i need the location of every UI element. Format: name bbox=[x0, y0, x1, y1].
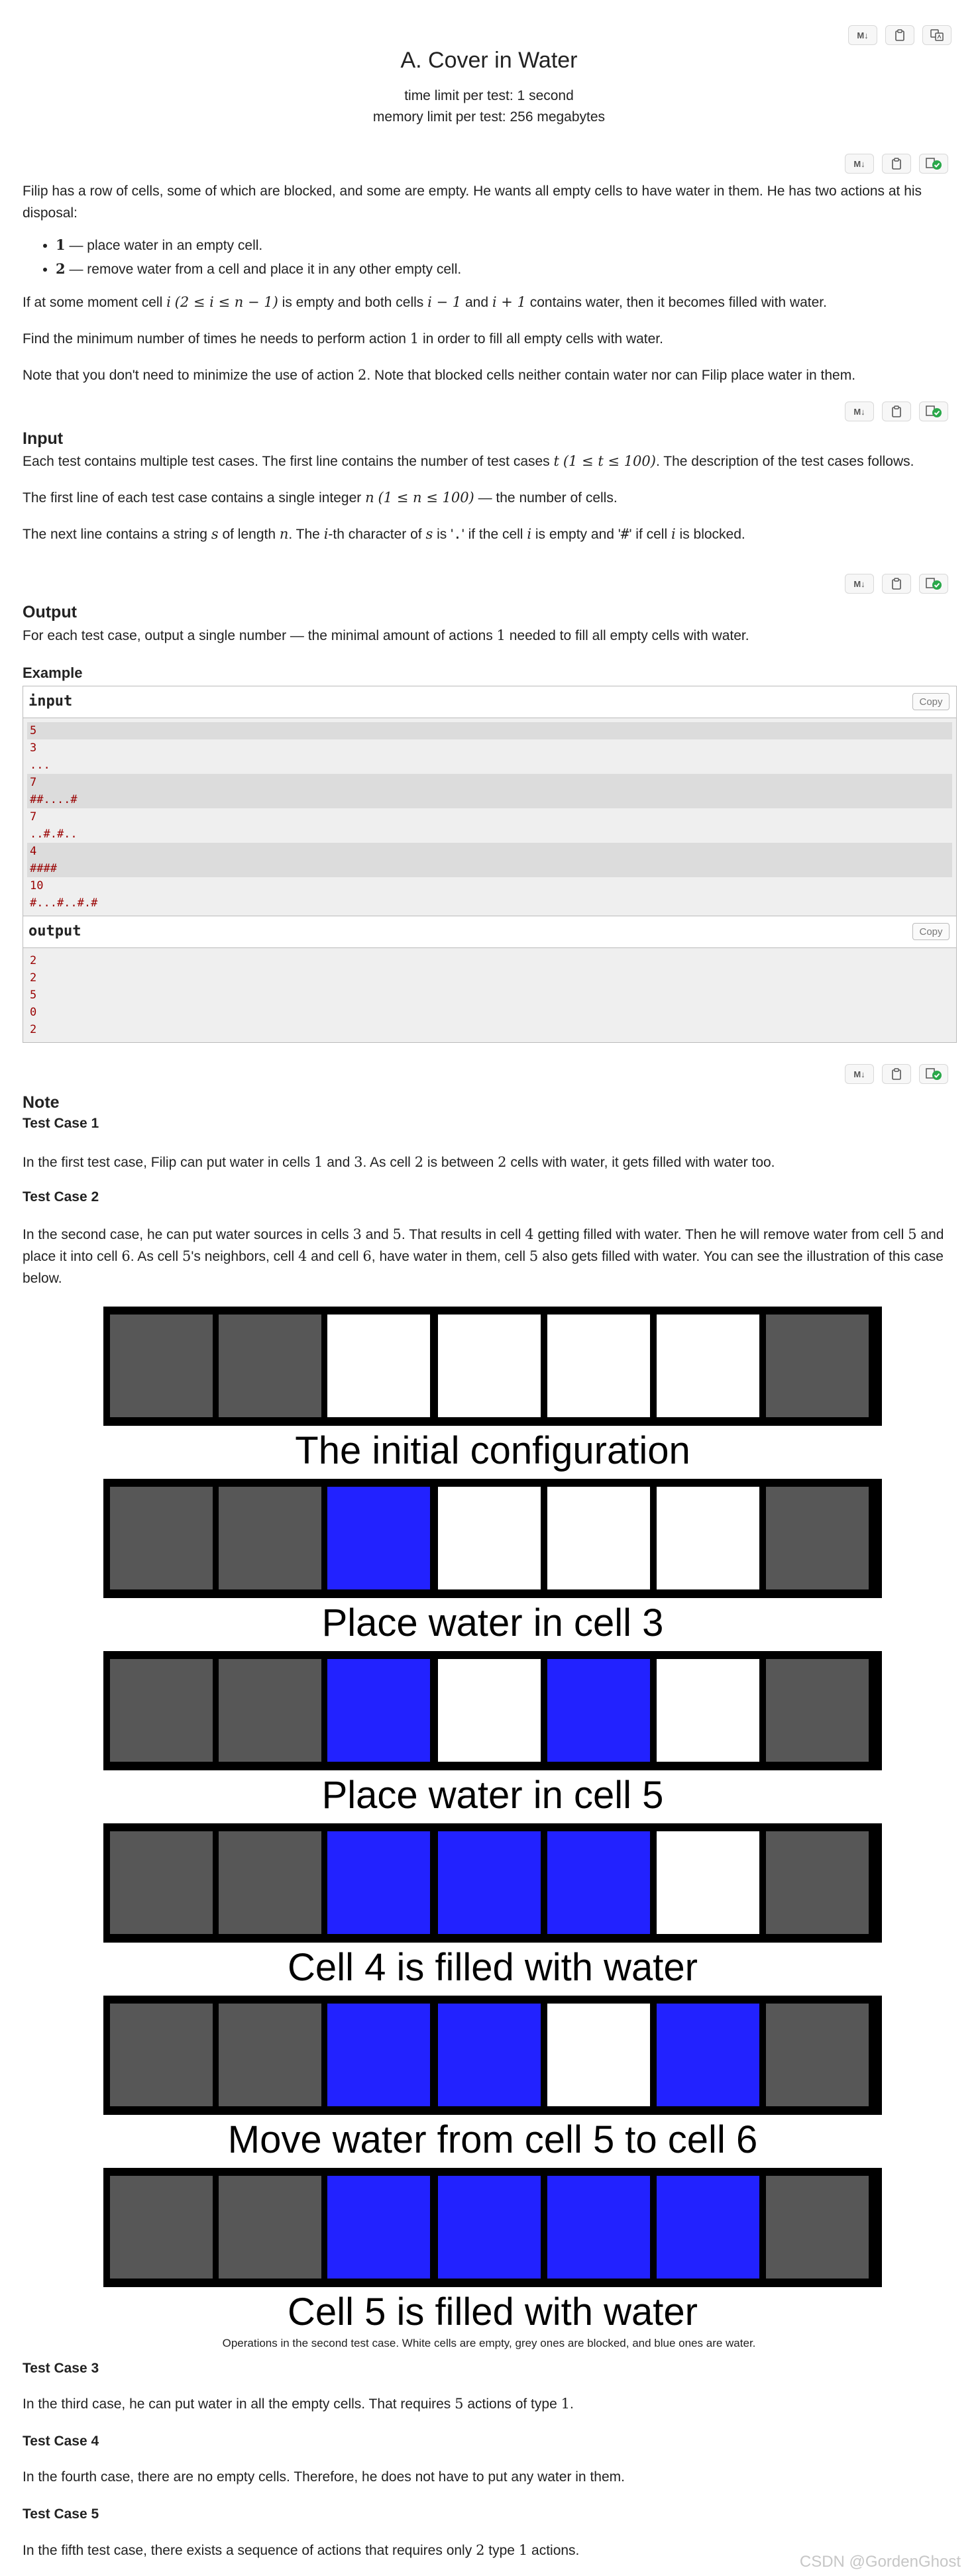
input-p2: The first line of each test case contains a single integer n (1 ≤ n ≤ 100) — the number of cells. bbox=[23, 490, 618, 506]
intro-paragraph: Filip has a row of cells, some of which are blocked, and some are empty. He wants all empty cells to have water in them. He has two actions at his disposal: bbox=[23, 184, 922, 221]
cell-blocked bbox=[110, 1659, 213, 1762]
illustration-caption: Place water in cell 5 bbox=[321, 1774, 664, 1817]
input-line: 10 bbox=[30, 879, 44, 892]
tc2-text: In the second case, he can put water sources in cells 3 and 5. That results in cell 4 getting filled with water. Then he will remove water from cell 5 and place it into cell 6. As cell 5's neighbors, cell 4 and cell 6, have water in them, cell 5 also gets filled with water. You can see the illustration of this case below. bbox=[23, 1226, 944, 1286]
cell-blocked bbox=[766, 1659, 869, 1762]
cell-blocked bbox=[766, 1487, 869, 1589]
tc5-title: Test Case 5 bbox=[23, 2506, 99, 2522]
illustration-caption: Cell 5 is filled with water bbox=[288, 2290, 698, 2334]
cell-water bbox=[657, 2176, 759, 2279]
illustration-row bbox=[103, 1307, 882, 1426]
cell-water bbox=[547, 1831, 650, 1934]
cell-blocked bbox=[110, 1315, 213, 1417]
cell-water bbox=[438, 2004, 541, 2106]
tc2-title: Test Case 2 bbox=[23, 1189, 99, 1205]
cell-empty bbox=[438, 1315, 541, 1417]
illustration-row bbox=[103, 2168, 882, 2287]
input-line: ... bbox=[30, 759, 50, 772]
tc1-text: In the first test case, Filip can put water in cells 1 and 3. As cell 2 is between 2 cells with water, it gets filled with water too. bbox=[23, 1154, 775, 1170]
output-line: 2 bbox=[30, 954, 37, 967]
cell-blocked bbox=[766, 2004, 869, 2106]
illustration-caption: Move water from cell 5 to cell 6 bbox=[227, 2118, 758, 2161]
illustration-row bbox=[103, 1479, 882, 1598]
statement bbox=[23, 180, 950, 386]
cell-blocked bbox=[110, 2004, 213, 2106]
illustration-row bbox=[103, 1651, 882, 1770]
tc4-title: Test Case 4 bbox=[23, 2434, 99, 2449]
cell-empty bbox=[657, 1659, 759, 1762]
clipboard-icon[interactable] bbox=[885, 25, 914, 45]
clipboard-icon[interactable] bbox=[882, 574, 911, 594]
input-line: 5 bbox=[27, 722, 952, 739]
cell-blocked bbox=[219, 2176, 321, 2279]
cell-empty bbox=[657, 1315, 759, 1417]
note-paragraph: Note that you don't need to minimize the use of action 2. Note that blocked cells neither contain water nor can Filip place water in them. bbox=[23, 367, 856, 383]
cell-empty bbox=[547, 1315, 650, 1417]
cell-water bbox=[327, 1659, 430, 1762]
output-line: 5 bbox=[30, 989, 37, 1002]
tc3-title: Test Case 3 bbox=[23, 2361, 99, 2376]
memory-limit: memory limit per test: 256 megabytes bbox=[372, 109, 606, 125]
input-line: 4 bbox=[27, 843, 952, 860]
illustration-caption: Cell 4 is filled with water bbox=[288, 1946, 698, 1989]
clipboard-icon[interactable] bbox=[882, 402, 911, 421]
tc4-text: In the fourth case, there are no empty cells. Therefore, he does not have to put any water in them. bbox=[23, 2469, 625, 2485]
cell-water bbox=[327, 2176, 430, 2279]
input-heading: Input bbox=[23, 429, 64, 448]
output-line: 2 bbox=[30, 971, 37, 985]
input-line: ##....# bbox=[27, 791, 952, 808]
copied-check-icon[interactable] bbox=[919, 1064, 948, 1084]
sample-input-header bbox=[23, 686, 956, 718]
cell-water bbox=[438, 2176, 541, 2279]
cell-empty bbox=[657, 1831, 759, 1934]
figure-caption: Operations in the second test case. White cells are empty, grey ones are blocked, and blue ones are water. bbox=[222, 2337, 756, 2349]
copy-input-button[interactable]: Copy bbox=[912, 693, 950, 710]
cell-empty bbox=[547, 2004, 650, 2106]
input-section bbox=[23, 451, 950, 545]
illustration-caption: The initial configuration bbox=[295, 1429, 690, 1472]
input-p1: Each test contains multiple test cases. The first line contains the number of test cases t (1 ≤ t ≤ 100). The description of the test cases follows. bbox=[23, 453, 914, 469]
goal-paragraph: Find the minimum number of times he needs to perform action 1 in order to fill all empty cells with water. bbox=[23, 331, 663, 347]
illustration-row bbox=[103, 1996, 882, 2115]
output-section: For each test case, output a single number — the minimal amount of actions 1 needed to fill all empty cells with water. bbox=[23, 627, 749, 643]
cell-blocked bbox=[766, 2176, 869, 2279]
cell-blocked bbox=[766, 1831, 869, 1934]
input-line: #...#..#.# bbox=[30, 896, 98, 910]
markdown-label: M↓ bbox=[857, 30, 869, 40]
tc1-title: Test Case 1 bbox=[23, 1116, 99, 1131]
sample-input bbox=[23, 686, 957, 916]
cell-water bbox=[327, 1487, 430, 1589]
watermark-credit: CSDN @GordenGhost bbox=[799, 2553, 961, 2571]
action-list bbox=[23, 233, 950, 281]
input-line: ..#.#.. bbox=[30, 828, 78, 841]
cell-empty bbox=[547, 1487, 650, 1589]
input-line: #### bbox=[27, 860, 952, 877]
rule-paragraph: If at some moment cell i (2 ≤ i ≤ n − 1) is empty and both cells i − 1 and i + 1 contains water, then it becomes filled with water. bbox=[23, 294, 827, 310]
action-1: • 1 — place water in an empty cell. bbox=[56, 233, 950, 257]
illustration-row bbox=[103, 1823, 882, 1943]
problem-title: A. Cover in Water bbox=[400, 48, 578, 73]
sample-output-body bbox=[23, 948, 956, 1042]
sample-output-title: output bbox=[28, 923, 82, 939]
input-p3: The next line contains a string s of length n. The i-th character of s is '.' if the cell i is empty and '#' if cell i is blocked. bbox=[23, 526, 745, 542]
cell-water bbox=[547, 2176, 650, 2279]
input-line: 3 bbox=[30, 741, 37, 755]
example-heading: Example bbox=[23, 665, 83, 681]
cell-water bbox=[327, 1831, 430, 1934]
cell-water bbox=[438, 1831, 541, 1934]
copied-check-icon[interactable] bbox=[919, 402, 948, 421]
output-heading: Output bbox=[23, 603, 77, 621]
cell-water bbox=[657, 2004, 759, 2106]
note-heading: Note bbox=[23, 1093, 60, 1112]
cell-blocked bbox=[110, 1831, 213, 1934]
cell-blocked bbox=[110, 1487, 213, 1589]
cell-blocked bbox=[219, 1487, 321, 1589]
markdown-icon[interactable]: M↓ bbox=[845, 402, 874, 421]
cell-empty bbox=[327, 1315, 430, 1417]
sample-input-body bbox=[23, 718, 956, 916]
clipboard-icon[interactable] bbox=[882, 1064, 911, 1084]
cell-water bbox=[547, 1659, 650, 1762]
cell-water bbox=[327, 2004, 430, 2106]
copied-check-icon[interactable] bbox=[919, 154, 948, 174]
translate-icon[interactable] bbox=[922, 25, 951, 45]
input-line: 7 bbox=[30, 810, 37, 824]
copied-check-icon[interactable] bbox=[919, 574, 948, 594]
cell-empty bbox=[438, 1659, 541, 1762]
clipboard-icon[interactable] bbox=[882, 154, 911, 174]
cell-blocked bbox=[219, 1659, 321, 1762]
output-line: 0 bbox=[30, 1006, 37, 1019]
sample-output bbox=[23, 916, 957, 1043]
sample-output-header bbox=[23, 916, 956, 948]
markdown-icon[interactable]: M↓ bbox=[845, 574, 874, 594]
tc3-text: In the third case, he can put water in all the empty cells. That requires 5 actions of type 1. bbox=[23, 2396, 574, 2412]
input-line: 7 bbox=[27, 774, 952, 791]
cell-blocked bbox=[219, 1831, 321, 1934]
cell-blocked bbox=[219, 1315, 321, 1417]
sample-input-title: input bbox=[28, 693, 73, 710]
markdown-icon[interactable]: M↓ bbox=[845, 1064, 874, 1084]
output-line: 2 bbox=[30, 1023, 37, 1036]
illustration-caption: Place water in cell 3 bbox=[321, 1601, 664, 1644]
cell-empty bbox=[657, 1487, 759, 1589]
tc5-text: In the fifth test case, there exists a sequence of actions that requires only 2 type 1 actions. bbox=[23, 2542, 580, 2558]
cell-empty bbox=[438, 1487, 541, 1589]
cell-blocked bbox=[219, 2004, 321, 2106]
cell-blocked bbox=[110, 2176, 213, 2279]
markdown-icon[interactable]: M↓ bbox=[845, 154, 874, 174]
copy-output-button[interactable]: Copy bbox=[912, 923, 950, 940]
action-2: • 2 — remove water from a cell and place it in any other empty cell. bbox=[56, 257, 950, 281]
cell-blocked bbox=[766, 1315, 869, 1417]
markdown-icon[interactable] bbox=[848, 25, 877, 45]
time-limit: time limit per test: 1 second bbox=[404, 88, 574, 103]
